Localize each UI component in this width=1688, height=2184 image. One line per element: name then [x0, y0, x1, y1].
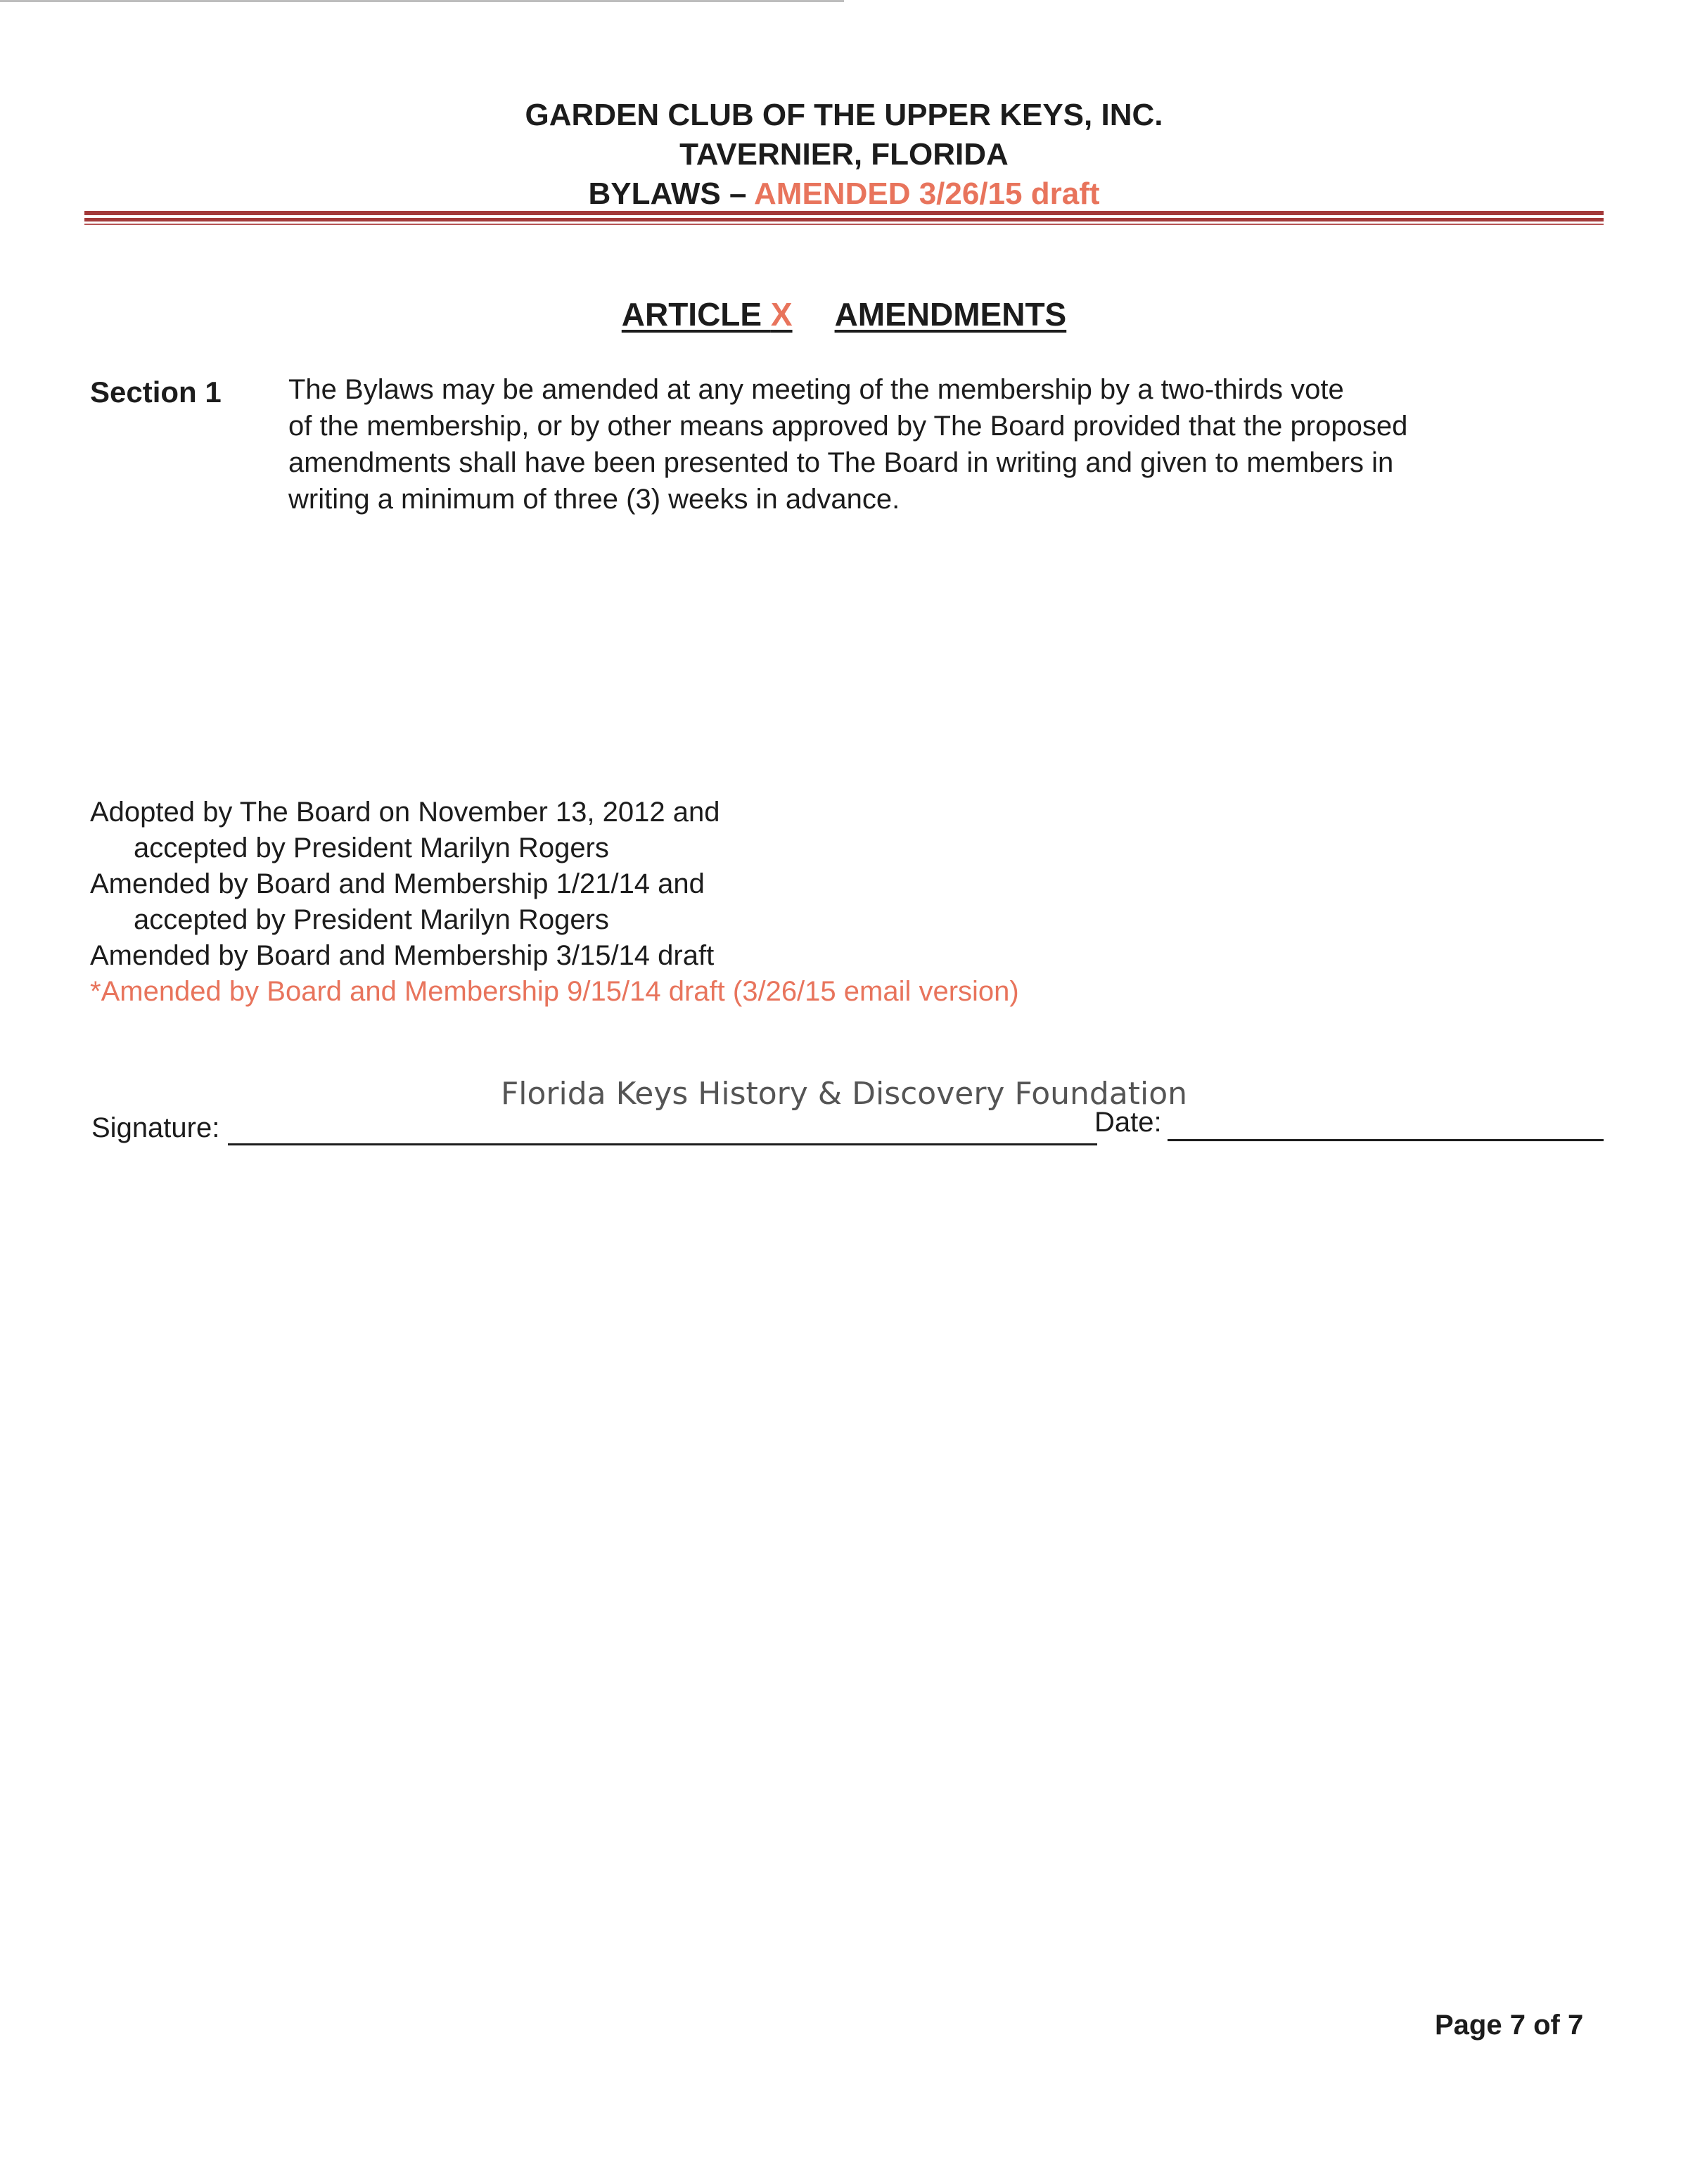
article-numeral: X: [770, 296, 793, 333]
section-line: writing a minimum of three (3) weeks in advance.: [288, 484, 900, 515]
signature-label: Signature:: [91, 1112, 220, 1143]
history-line: accepted by President Marilyn Rogers: [134, 833, 609, 863]
article-label: [622, 296, 793, 333]
history-line: Adopted by The Board on November 13, 2012 and: [90, 797, 720, 828]
history-line: Amended by Board and Membership 3/15/14 draft: [90, 940, 715, 971]
article-word: ARTICLE: [621, 296, 771, 333]
section-line: The Bylaws may be amended at any meeting of the membership by a two-thirds vote: [288, 374, 1344, 405]
signature-line[interactable]: [228, 1143, 1097, 1145]
amended-draft-label: AMENDED 3/26/15 draft: [754, 176, 1100, 211]
article-heading: [0, 295, 1688, 333]
header-rule-top: [84, 211, 1604, 215]
article-title: AMENDMENTS: [834, 296, 1067, 333]
bylaws-title: [0, 174, 1688, 214]
history-line: accepted by President Marilyn Rogers: [134, 904, 609, 935]
page-middle: of: [1525, 2010, 1568, 2041]
page-number: [1435, 2010, 1583, 2041]
document-header: [0, 96, 1688, 214]
page-current: 7: [1509, 2010, 1526, 2041]
adoption-history: [90, 795, 1019, 1010]
org-name: GARDEN CLUB OF THE UPPER KEYS, INC.: [525, 98, 1163, 132]
scan-edge: [0, 0, 844, 2]
header-rule-middle: [84, 218, 1604, 221]
section-line: amendments shall have been presented to The Board in writing and given to members in: [288, 447, 1394, 478]
date-line[interactable]: [1168, 1139, 1604, 1141]
header-rule-bottom: [84, 224, 1604, 225]
history-line: Amended by Board and Membership 1/21/14 and: [90, 868, 705, 899]
org-location: TAVERNIER, FLORIDA: [679, 137, 1009, 172]
history-draft-line: *Amended by Board and Membership 9/15/14 draft (3/26/15 email version): [90, 976, 1019, 1007]
date-label: Date:: [1094, 1107, 1162, 1138]
bylaws-label: BYLAWS –: [588, 176, 755, 211]
section-line: of the membership, or by other means approved by The Board provided that the proposed: [288, 411, 1408, 442]
page-total: 7: [1567, 2010, 1584, 2041]
page-prefix: Page: [1435, 2010, 1510, 2041]
section-label: Section 1: [90, 375, 222, 409]
section-body: [288, 371, 1540, 518]
foundation-watermark: Florida Keys History & Discovery Foundation: [500, 1076, 1188, 1112]
